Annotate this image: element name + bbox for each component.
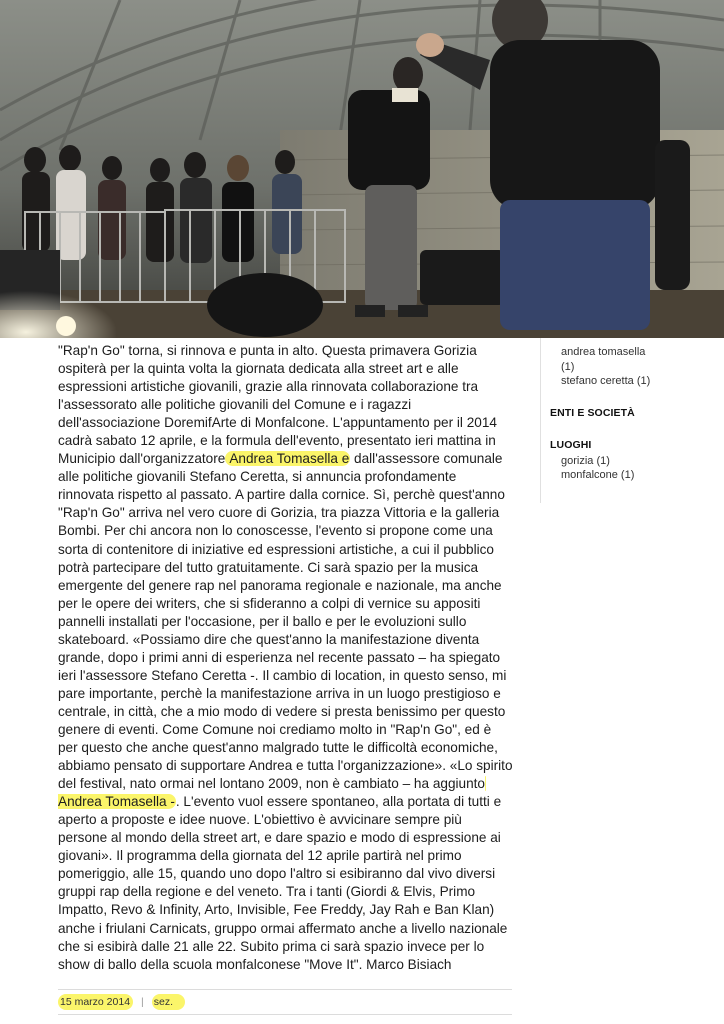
places-tag-list (550, 454, 720, 483)
enti-heading: ENTI E SOCIETÀ (550, 406, 635, 419)
sidebar-divider (540, 338, 541, 503)
article-meta (58, 994, 185, 1010)
sidebar (550, 345, 720, 483)
people-tag-list (550, 345, 720, 389)
publish-date: 15 marzo 2014 (58, 994, 133, 1010)
luoghi-heading: LUOGHI (550, 438, 592, 451)
tag-gorizia[interactable]: gorizia (1) (561, 454, 610, 467)
footer-divider-bottom (58, 1014, 512, 1015)
highlight-andrea-tomasella-2: Andrea Tomasella - (58, 776, 486, 809)
tag-stefano-ceretta[interactable]: stefano ceretta (1) (561, 375, 651, 387)
tag-andrea-tomasella[interactable]: andrea tomasella (1) (561, 346, 646, 373)
tag-monfalcone[interactable]: monfalcone (1) (561, 469, 635, 481)
article-body (58, 342, 514, 974)
highlight-andrea-tomasella-1: Andrea Tomasella e (226, 451, 350, 467)
article-text-part-3: . L'evento vuol essere spontaneo, alla portata di tutti e aperto a proposte e idee nuove. L'obiettivo è avvicinare sempre più persone al mondo della street art, e dare spazio e modo di espressione ai giovani». Il programma della giornata del 12 aprile partirà nel primo pomeriggio, alle 15, quando uno dopo l'altro si esibiranno dal vivo diversi gruppi rap della regione e del veneto. Tra i tanti (Giordi & Elvis, Primo Impatto, Revo & Infinity, Arto, Invisible, Fee Freddy, Jay Rah e Ban Klan) anche i friulani Carnicats, gruppo ormai affermato anche a livello nazionale che si esibirà dalle 21 alle 22. Subito prima ci sarà spazio invece per lo show di ballo della scuola monfalconese "Move It". Marco Bisiach (58, 794, 508, 972)
article-photo (0, 0, 724, 338)
section-link[interactable]: sez. (152, 994, 185, 1010)
article-text (58, 342, 514, 974)
rap-performance-photo (0, 0, 724, 338)
article-text-part-1: "Rap'n Go" torna, si rinnova e punta in alto. Questa primavera Gorizia ospiterà per la quinta volta la giornata dedicata alla street art e alle espressioni artistiche giovanili, grazie alla rinnovata collaborazione tra l'assessorato alle politiche giovanili del Comune e i ragazzi dell'associazione DoremifArte di Monfalcone. L'appuntamento per il 2014 cadrà sabato 12 aprile, e la formula dell'evento, presentato ieri mattina in Municipio dall'organizzatore (58, 343, 497, 467)
footer-divider (58, 989, 512, 990)
meta-separator: | (141, 996, 144, 1008)
article-text-part-2: dall'assessore comunale alle politiche giovanili Stefano Ceretta, si annuncia profondamente rinnovata rispetto al passato. A partire dalla cornice. Sì, perchè quest'anno "Rap'n Go" arriva nel vero cuore di Gorizia, tra piazza Vittoria e la galleria Bombi. Per chi ancora non lo conoscesse, l'evento si propone come una sorta di contenitore di iniziative ed espressioni artistiche, a cui il pubblico potrà partecipare del tutto gratuitamente. Ci sarà spazio per la musica emergente del genere rap nel panorama regionale e nazionale, ma anche per le opere dei writers, che si sfideranno a colpi di vernice su appositi pannelli installati per l'occasione, per il ballo e per le evoluzioni sullo skateboard. «Possiamo dire che quest'anno la manifestazione diventa grande, dopo i primi anni di esperienza nel recente passato – ha spiegato ieri l'assessore Stefano Ceretta -. Il cambio di location, in questo senso, mi pare importante, perchè la manifestazione arriva in un luogo prestigioso e centrale, in città, che a mio modo di vedere si presta benissimo per questo genere di eventi. Come Comune noi crediamo molto in "Rap'n Go", ed è per questo che anche quest'anno malgrado tutte le difficoltà economiche, abbiamo pensato di supportare Andrea e tutta l'organizzazione». «Lo spirito del festival, nato ormai nel lontano 2009, non è cambiato – ha aggiunto (58, 451, 513, 792)
